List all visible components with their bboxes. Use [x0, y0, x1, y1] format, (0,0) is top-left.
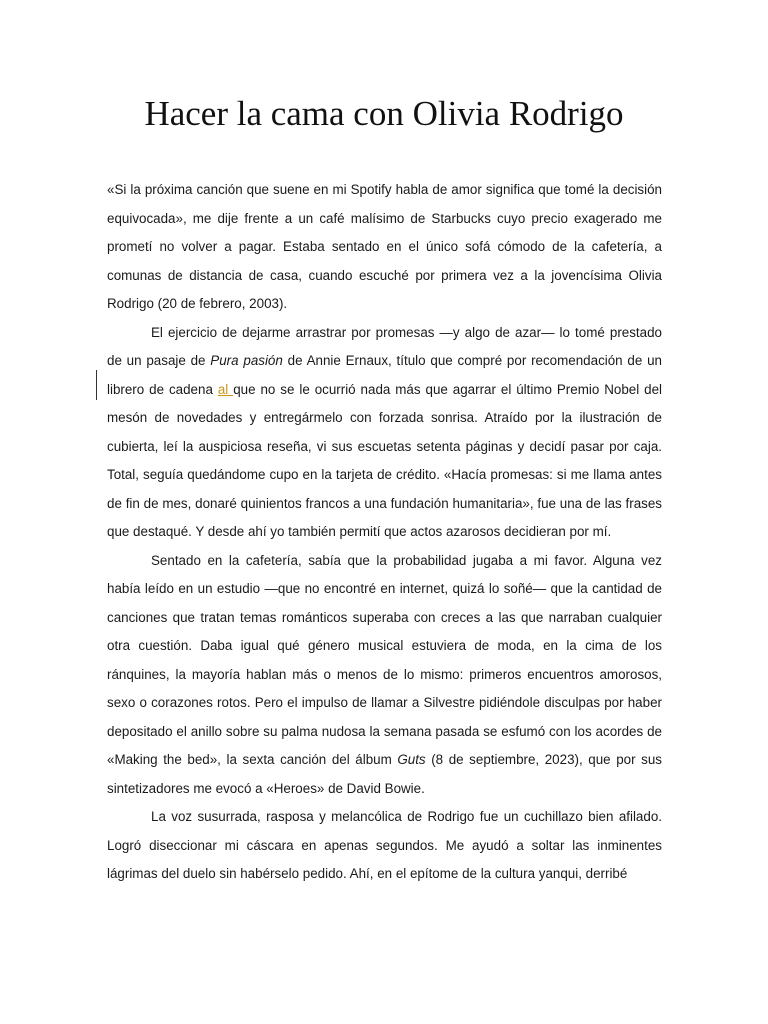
paragraph-3-text-b: (8 de septiembre, 2023), que por sus sintetizadores me evocó a «Heroes» de David Bowie. [107, 752, 662, 796]
album-title-italic: Guts [397, 752, 426, 767]
paragraph-2 [107, 319, 662, 547]
text-cursor [96, 370, 97, 400]
paragraph-3-text-a: Sentado en la cafetería, sabía que la probabilidad jugaba a mi favor. Alguna vez había leído en un estudio —que no encontré en internet, quizá lo soñé— que la cantidad de canciones que tratan temas románticos superaba con creces a las que narraban cualquier otra cuestión. Daba igual qué género musical estuviera de moda, en la cima de los ránquines, la mayoría hablan más o menos de lo mismo: primeros encuentros amorosos, sexo o corazones rotos. Pero el impulso de llamar a Silvestre pidiéndole disculpas por haber depositado el anillo sobre su palma nudosa la semana pasada se esfumó con los acordes de «Making the bed», la sexta canción del álbum [107, 552, 662, 767]
paragraph-3 [107, 547, 662, 804]
document-body[interactable] [107, 176, 662, 889]
paragraph-2-text-a: El ejercicio de dejarme arrastrar por promesas —y algo de azar— lo tomé prestado de un pasaje de [107, 324, 662, 368]
book-title-italic: Pura pasión [210, 353, 283, 368]
tracked-change-word[interactable]: al [217, 381, 234, 397]
paragraph-1: «Si la próxima canción que suene en mi Spotify habla de amor significa que tomé la decisión equivocada», me dije frente a un café malísimo de Starbucks cuyo precio exagerado me prometí no volver a pagar. Estaba sentado en el único sofá cómodo de la cafetería, a comunas de distancia de casa, cuando escuché por primera vez a la jovencísima Olivia Rodrigo (20 de febrero, 2003). [107, 182, 662, 311]
paragraph-2-text-b: de Annie Ernaux, título que compré por recomendación de un librero de cadena [107, 353, 662, 397]
paragraph-2-text-c: que no se le ocurrió nada más que agarrar el último Premio Nobel del mesón de novedades y entregármelo con forzada sonrisa. Atraído por la ilustración de cubierta, leí la auspiciosa reseña, vi sus escuetas setenta páginas y decidí pasar por caja. Total, seguía quedándome cupo en la tarjeta de crédito. «Hacía promesas: si me llama antes de fin de mes, donaré quinientos francos a una fundación humanitaria», fue una de las frases que destaqué. Y desde ahí yo también permití que actos azarosos decidieran por mí. [107, 381, 662, 539]
document-title: Hacer la cama con Olivia Rodrigo [144, 94, 624, 133]
paragraph-4: La voz susurrada, rasposa y melancólica de Rodrigo fue un cuchillazo bien afilado. Logró diseccionar mi cáscara en apenas segundos. Me ayudó a soltar las inminentes lágrimas del duelo sin habérselo pedido. Ahí, en el epítome de la cultura yanqui, derribé [107, 809, 662, 881]
